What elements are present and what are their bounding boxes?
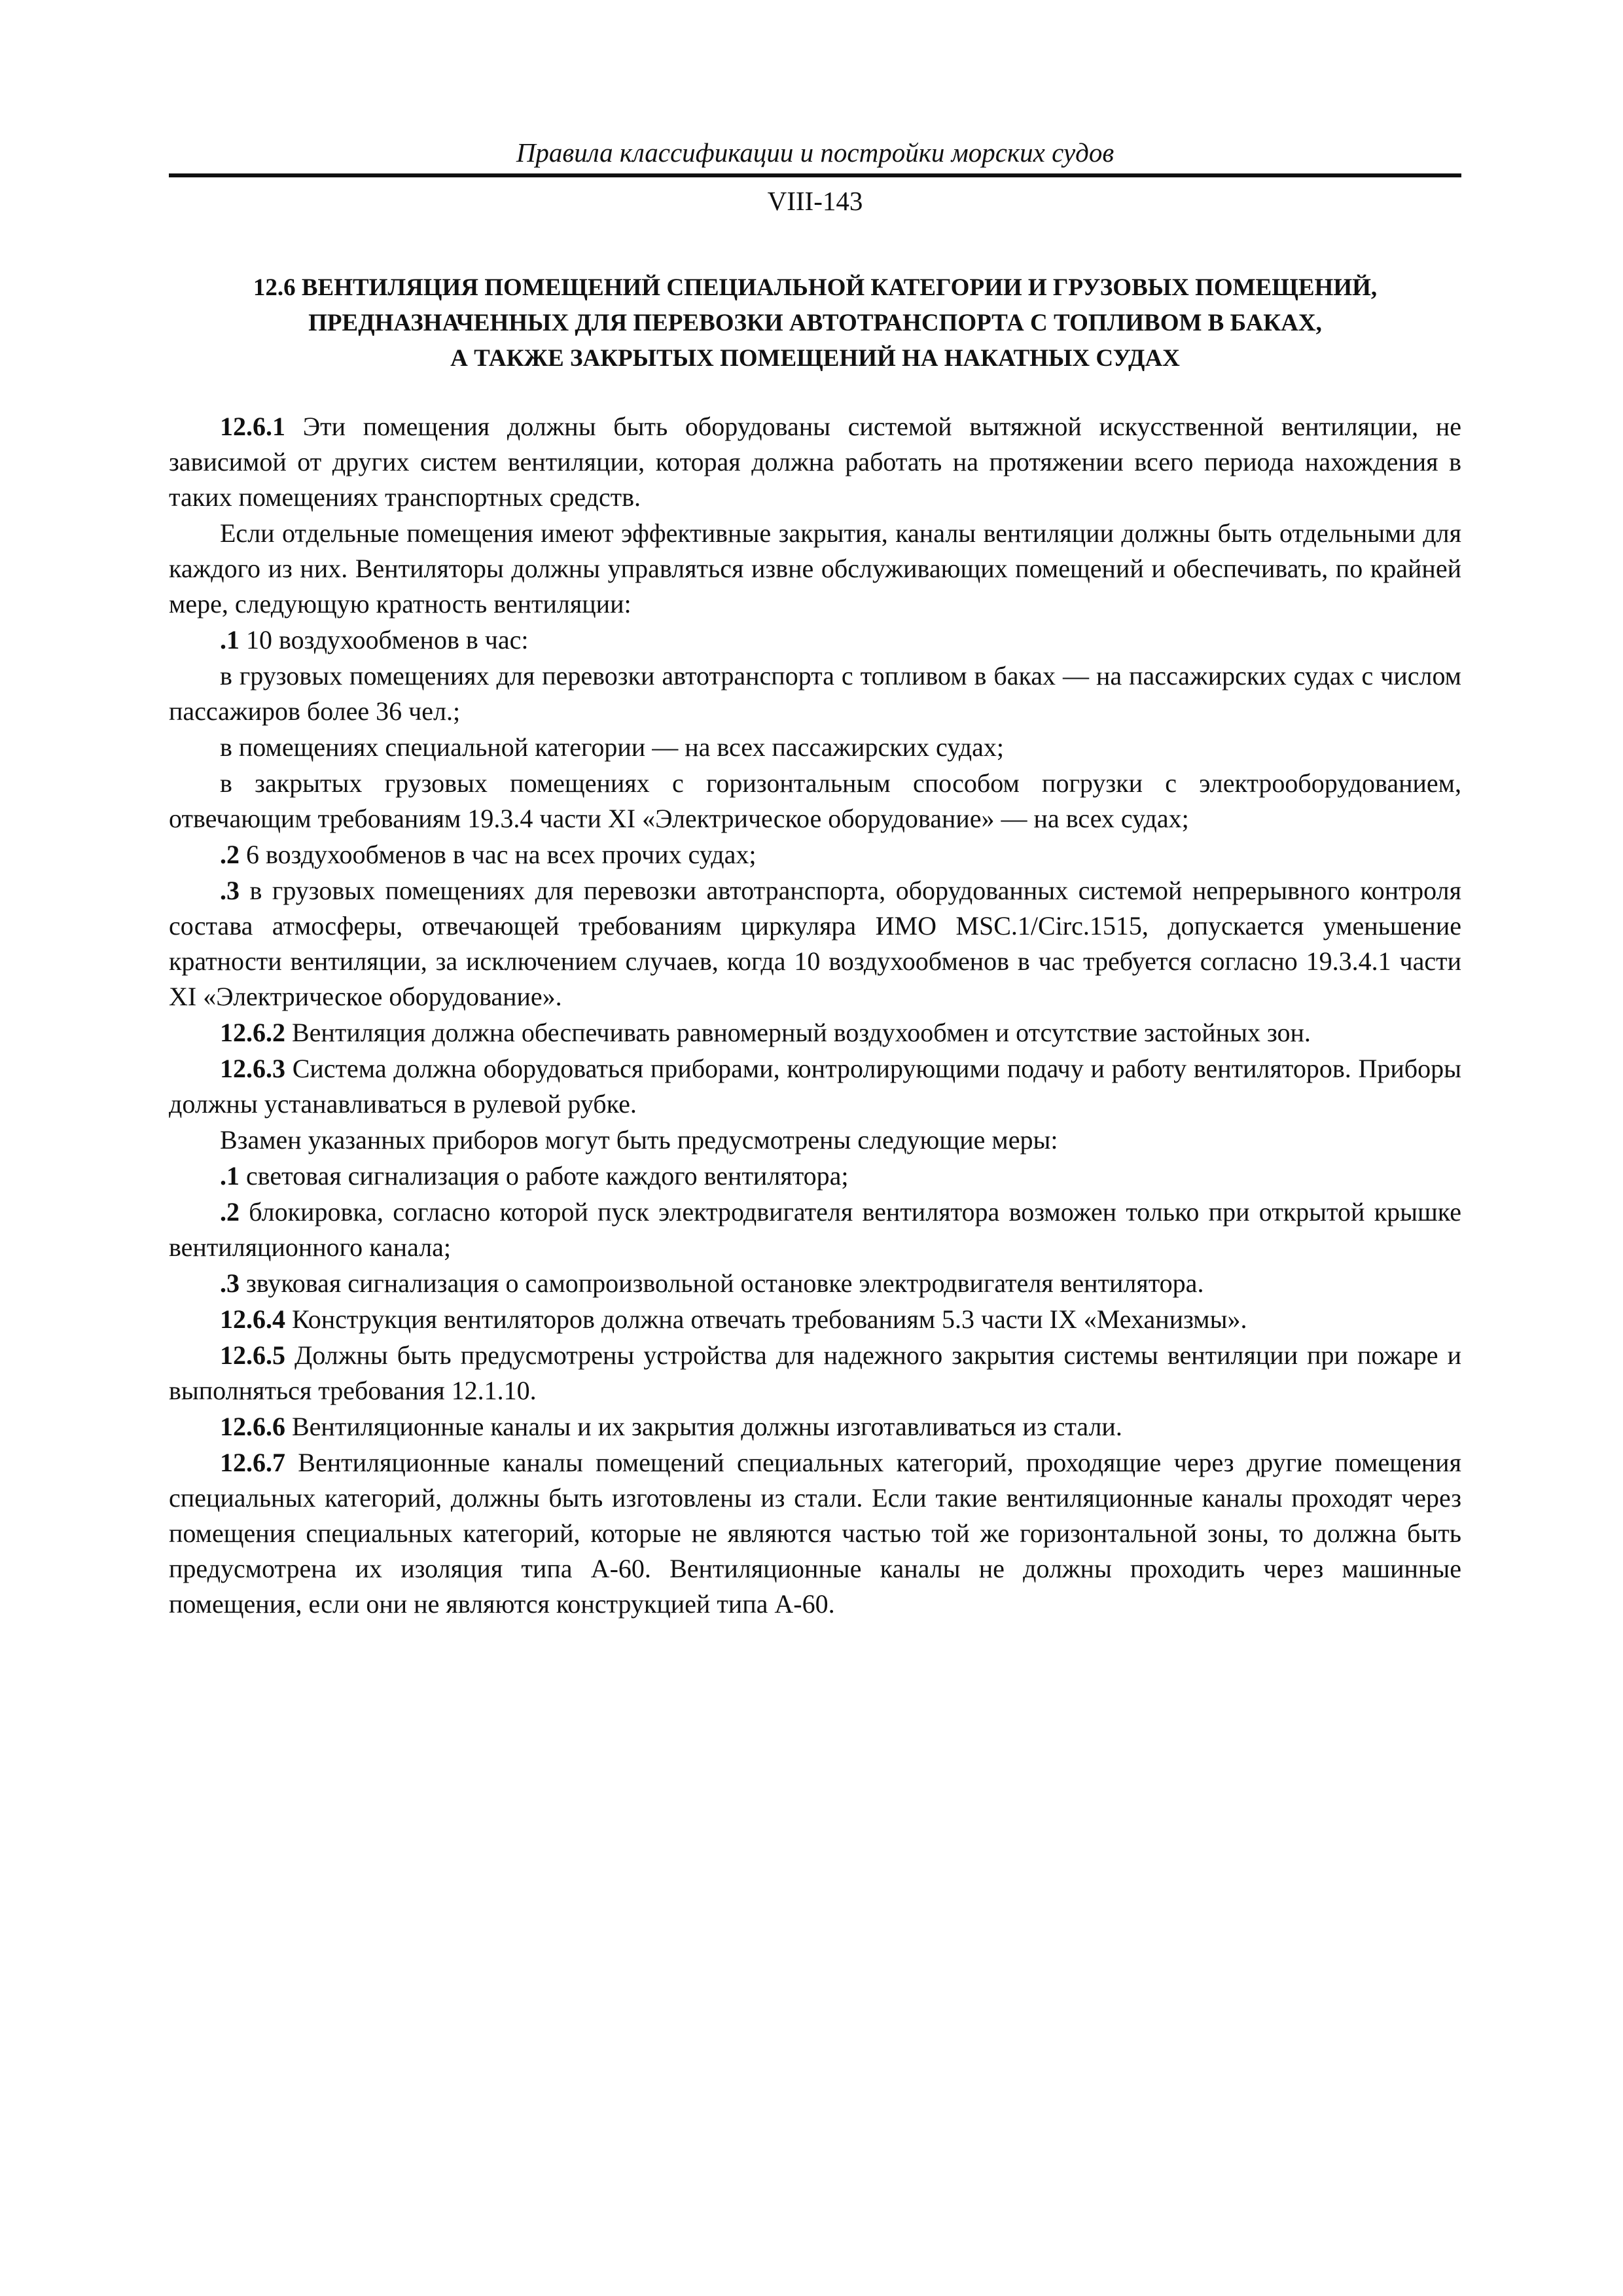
paragraph-text: Вентиляция должна обеспечивать равномерный воздухообмен и отсутствие застойных зон. (285, 1018, 1311, 1047)
paragraph-text: в закрытых грузовых помещениях с горизонтальным способом погрузки с электрооборудованием, отвечающим требованиям 19.3.4 части XI «Электрическое оборудование» — на всех судах; (169, 768, 1461, 833)
document-page (169, 134, 1461, 1623)
paragraph-text: Система должна оборудоваться приборами, контролирующими подачу и работу вентиляторов. Приборы должны устанавливаться в рулевой рубке. (169, 1054, 1461, 1119)
clause-number: .1 (220, 1161, 240, 1191)
paragraph (169, 730, 1461, 765)
clause-number: .2 (220, 1197, 240, 1227)
paragraph (169, 1266, 1461, 1301)
header-rule (169, 173, 1461, 177)
paragraph (169, 1051, 1461, 1122)
paragraph-text: в грузовых помещениях для перевозки автотранспорта, оборудованных системой непрерывного контроля состава атмосферы, отвечающей требованиям циркуляра ИМО MSC.1/Circ.1515, допускается уменьшение кратности вентиляции, за исключением случаев, когда 10 воздухообменов в час требуется согласно 19.3.4.1 части XI «Электрическое оборудование». (169, 876, 1461, 1011)
paragraph-text: блокировка, согласно которой пуск электродвигателя вентилятора возможен только при открытой крышке вентиляционного канала; (169, 1197, 1461, 1262)
paragraph (169, 1158, 1461, 1194)
clause-number: .1 (220, 625, 240, 655)
clause-number: 12.6.3 (220, 1054, 285, 1083)
section-title-line: ПРЕДНАЗНАЧЕННЫХ ДЛЯ ПЕРЕВОЗКИ АВТОТРАНСПОРТА С ТОПЛИВОМ В БАКАХ, (308, 310, 1322, 336)
clause-number: 12.6.5 (220, 1340, 285, 1370)
running-header: Правила классификации и постройки морских судов (516, 137, 1115, 168)
paragraph-text: световая сигнализация о работе каждого вентилятора; (240, 1161, 849, 1191)
paragraph (169, 1302, 1461, 1337)
paragraph-text: в грузовых помещениях для перевозки автотранспорта с топливом в баках — на пассажирских судах с числом пассажиров более 36 чел.; (169, 661, 1461, 726)
paragraph (169, 1445, 1461, 1622)
paragraph (169, 409, 1461, 515)
paragraph (169, 1015, 1461, 1050)
paragraph-text: Взамен указанных приборов могут быть предусмотрены следующие меры: (220, 1125, 1058, 1155)
clause-number: .3 (220, 876, 240, 905)
clause-number: .2 (220, 840, 240, 869)
paragraph (169, 873, 1461, 1014)
clause-number: 12.6.4 (220, 1304, 285, 1334)
paragraph-text: Эти помещения должны быть оборудованы системой вытяжной искусственной вентиляции, не зависимой от других систем вентиляции, которая должна работать на протяжении всего периода нахождения в таких помещениях транспортных средств. (169, 412, 1461, 512)
paragraph (169, 1338, 1461, 1408)
paragraph-text: Если отдельные помещения имеют эффективные закрытия, каналы вентиляции должны быть отдельными для каждого из них. Вентиляторы должны управляться извне обслуживающих помещений и обеспечивать, по крайней мере, следующую кратность вентиляции: (169, 518, 1461, 619)
paragraph-text: в помещениях специальной категории — на всех пассажирских судах; (220, 732, 1004, 762)
paragraph (169, 1122, 1461, 1158)
paragraph (169, 837, 1461, 872)
paragraph-text: Вентиляционные каналы помещений специальных категорий, проходящие через другие помещения специальных категорий, должны быть изготовлены из стали. Если такие вентиляционные каналы проходят через помещения специальных категорий, которые не являются частью той же горизонтальной зоны, то должна быть предусмотрена их изоляция типа А-60. Вентиляционные каналы не должны проходить через машинные помещения, если они не являются конструкцией типа А-60. (169, 1448, 1461, 1619)
clause-number: 12.6.1 (220, 412, 285, 441)
page-number: VIII-143 (767, 186, 863, 216)
section-title (169, 270, 1461, 376)
paragraph (169, 622, 1461, 658)
paragraph-text: звуковая сигнализация о самопроизвольной остановке электродвигателя вентилятора. (240, 1268, 1204, 1298)
paragraph-text: 6 воздухообменов в час на всех прочих судах; (240, 840, 757, 869)
paragraph (169, 516, 1461, 622)
section-title-line: 12.6 ВЕНТИЛЯЦИЯ ПОМЕЩЕНИЙ СПЕЦИАЛЬНОЙ КАТЕГОРИИ И ГРУЗОВЫХ ПОМЕЩЕНИЙ, (253, 274, 1378, 301)
paragraph-text: 10 воздухообменов в час: (240, 625, 529, 655)
paragraph-text: Конструкция вентиляторов должна отвечать требованиям 5.3 части IX «Механизмы». (285, 1304, 1247, 1334)
section-body (169, 409, 1461, 1622)
paragraph-text: Вентиляционные каналы и их закрытия должны изготавливаться из стали. (285, 1412, 1122, 1441)
paragraph (169, 1194, 1461, 1265)
paragraph (169, 766, 1461, 836)
paragraph-text: Должны быть предусмотрены устройства для надежного закрытия системы вентиляции при пожаре и выполняться требования 12.1.10. (169, 1340, 1461, 1405)
paragraph (169, 658, 1461, 729)
paragraph (169, 1409, 1461, 1444)
section-title-line: А ТАКЖЕ ЗАКРЫТЫХ ПОМЕЩЕНИЙ НА НАКАТНЫХ СУДАХ (450, 345, 1180, 372)
clause-number: 12.6.2 (220, 1018, 285, 1047)
clause-number: .3 (220, 1268, 240, 1298)
clause-number: 12.6.6 (220, 1412, 285, 1441)
clause-number: 12.6.7 (220, 1448, 285, 1477)
